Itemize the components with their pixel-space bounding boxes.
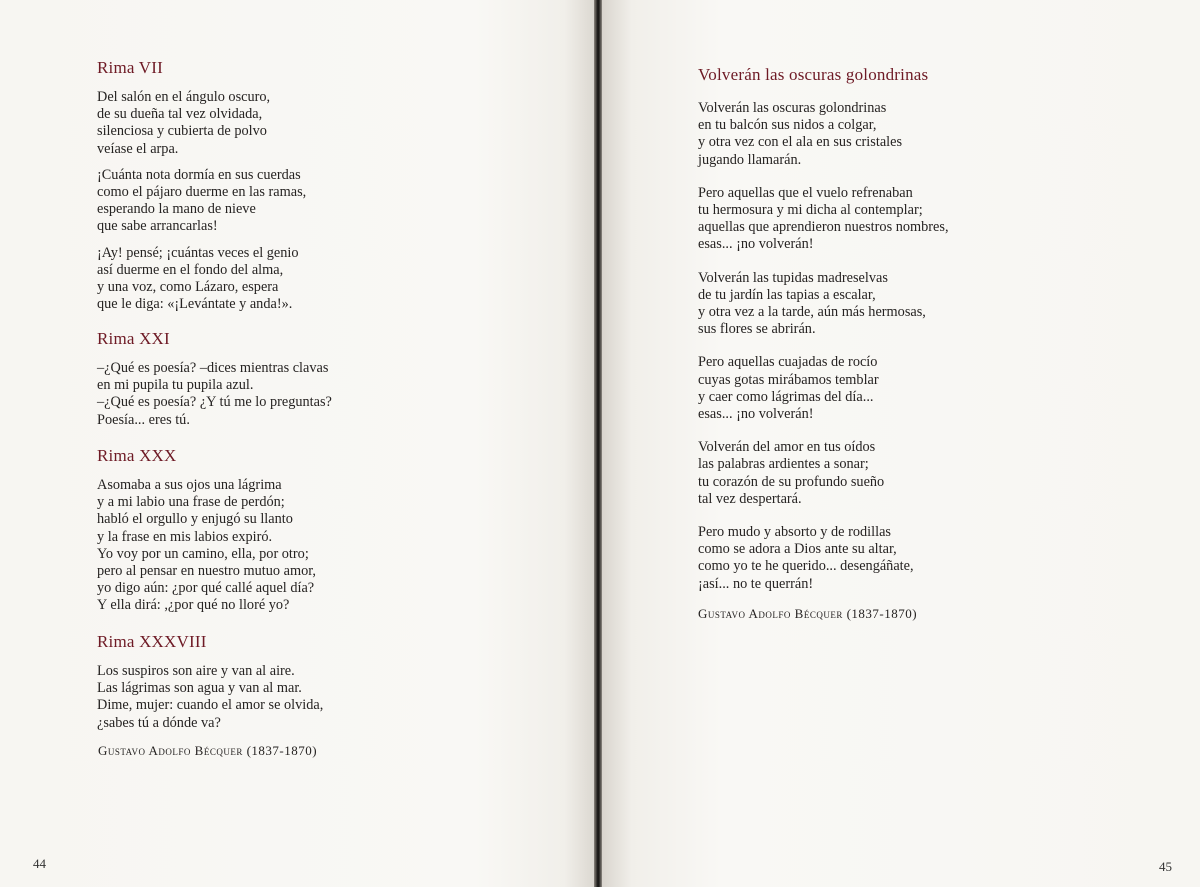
poem-line: –¿Qué es poesía? –dices mientras clavas — [97, 360, 329, 376]
poem-line: como yo te he querido... desengáñate, — [698, 558, 914, 575]
poem-line: Yo voy por un camino, ella, por otro; — [97, 545, 309, 562]
stanza — [97, 89, 306, 158]
author-credit: Gustavo Adolfo Bécquer (1837-1870) — [98, 743, 318, 758]
poem-line: Volverán del amor en tus oídos — [698, 439, 876, 456]
poem-rima-xxx — [97, 446, 316, 624]
poem-line: Pero mudo y absorto y de rodillas — [698, 524, 891, 541]
poem-line: en tu balcón sus nidos a colgar, — [698, 117, 877, 134]
poem-title: Rima VII — [97, 58, 163, 77]
left-page — [0, 0, 594, 887]
poem-line: –¿Qué es poesía? ¿Y tú me lo preguntas? — [97, 394, 332, 411]
poem-title: Rima XXXVIII — [97, 632, 207, 651]
poem-line: en mi pupila tu pupila azul. — [97, 377, 254, 394]
poem-rima-xxxviii — [97, 632, 323, 741]
poem-line: habló el orgullo y enjugó su llanto — [97, 511, 293, 528]
poem-line: Pero aquellas cuajadas de rocío — [698, 354, 878, 371]
poem-line: y otra vez con el ala en sus cristales — [698, 134, 903, 151]
poem-line: ¡Ay! pensé; ¡cuántas veces el genio — [97, 244, 299, 261]
poem-line: Dime, mujer: cuando el amor se olvida, — [97, 697, 324, 714]
book-gutter — [594, 0, 602, 887]
stanza — [97, 245, 306, 314]
poem-title: Volverán las oscuras golondrinas — [698, 65, 929, 84]
poem-line: cuyas gotas mirábamos temblar — [698, 371, 879, 388]
poem-line: aquellas que aprendieron nuestros nombres, — [698, 219, 949, 236]
poem-title: Rima XXI — [97, 329, 170, 348]
poem-line: ¡así... no te querrán! — [698, 575, 814, 592]
poem-line: veíase el arpa. — [97, 140, 179, 157]
stanza — [698, 185, 949, 254]
poem-line: esperando la mano de nieve — [97, 201, 256, 218]
poem-line: como se adora a Dios ante su altar, — [698, 541, 897, 558]
poem-line: esas... ¡no volverán! — [698, 236, 814, 253]
poem-line: que sabe arrancarlas! — [97, 218, 218, 235]
poem-line: silenciosa y cubierta de polvo — [97, 123, 267, 140]
poem-line: pero al pensar en nuestro mutuo amor, — [97, 563, 316, 580]
poem-line: de su dueña tal vez olvidada, — [97, 106, 263, 123]
poem-line: tu hermosura y mi dicha al contemplar; — [698, 202, 923, 219]
stanza — [97, 360, 332, 429]
poem-line: así duerme en el fondo del alma, — [97, 261, 284, 278]
stanza — [698, 354, 949, 423]
poem-line: Del salón en el ángulo oscuro, — [97, 89, 271, 105]
poem-line: que le diga: «¡Levántate y anda!». — [97, 296, 293, 313]
poem-line: Volverán las tupidas madreselvas — [698, 269, 888, 286]
poem-line: ¡Cuánta nota dormía en sus cuerdas — [97, 166, 301, 183]
poem-line: Los suspiros son aire y van al aire. — [97, 663, 295, 679]
poem-title: Rima XXX — [97, 446, 177, 465]
stanza — [698, 100, 949, 169]
poem-line: tal vez despertará. — [698, 490, 802, 507]
poem-line: y otra vez a la tarde, aún más hermosas, — [698, 304, 926, 321]
poem-line: ¿sabes tú a dónde va? — [97, 714, 221, 731]
poem-line: y una voz, como Lázaro, espera — [97, 279, 279, 296]
poem-line: jugando llamarán. — [698, 151, 802, 168]
stanza — [97, 167, 306, 236]
poem-line: Volverán las oscuras golondrinas — [698, 100, 887, 116]
poem-line: Poesía... eres tú. — [97, 411, 190, 428]
poem-line: y a mi labio una frase de perdón; — [97, 494, 285, 511]
stanza — [97, 663, 323, 732]
stanza — [698, 439, 949, 508]
poem-line: yo digo aún: ¿por qué callé aquel día? — [97, 580, 315, 597]
author-credit: Gustavo Adolfo Bécquer (1837-1870) — [698, 606, 918, 621]
poem-line: tu corazón de su profundo sueño — [698, 473, 885, 490]
poem-rima-xxi — [97, 329, 332, 438]
page-number: 44 — [33, 856, 46, 871]
poem-line: Pero aquellas que el vuelo refrenaban — [698, 184, 913, 201]
page-number: 45 — [1159, 859, 1172, 874]
poem-line: y la frase en mis labios expiró. — [97, 528, 273, 545]
poem-line: esas... ¡no volverán! — [698, 406, 814, 423]
poem-line: Y ella dirá: ,¿por qué no lloré yo? — [97, 597, 290, 614]
poem-line: Las lágrimas son agua y van al mar. — [97, 680, 302, 697]
poem-rima-vii — [97, 58, 306, 322]
poem-volveran — [698, 65, 949, 609]
poem-line: Asomaba a sus ojos una lágrima — [97, 477, 282, 493]
stanza — [698, 524, 949, 593]
stanza — [698, 270, 949, 339]
poem-line: de tu jardín las tapias a escalar, — [698, 286, 876, 303]
stanza — [97, 477, 316, 615]
poem-line: y caer como lágrimas del día... — [698, 388, 874, 405]
poem-line: sus flores se abrirán. — [698, 321, 816, 338]
right-page — [602, 0, 1200, 887]
poem-line: las palabras ardientes a sonar; — [698, 456, 869, 473]
poem-line: como el pájaro duerme en las ramas, — [97, 184, 307, 201]
